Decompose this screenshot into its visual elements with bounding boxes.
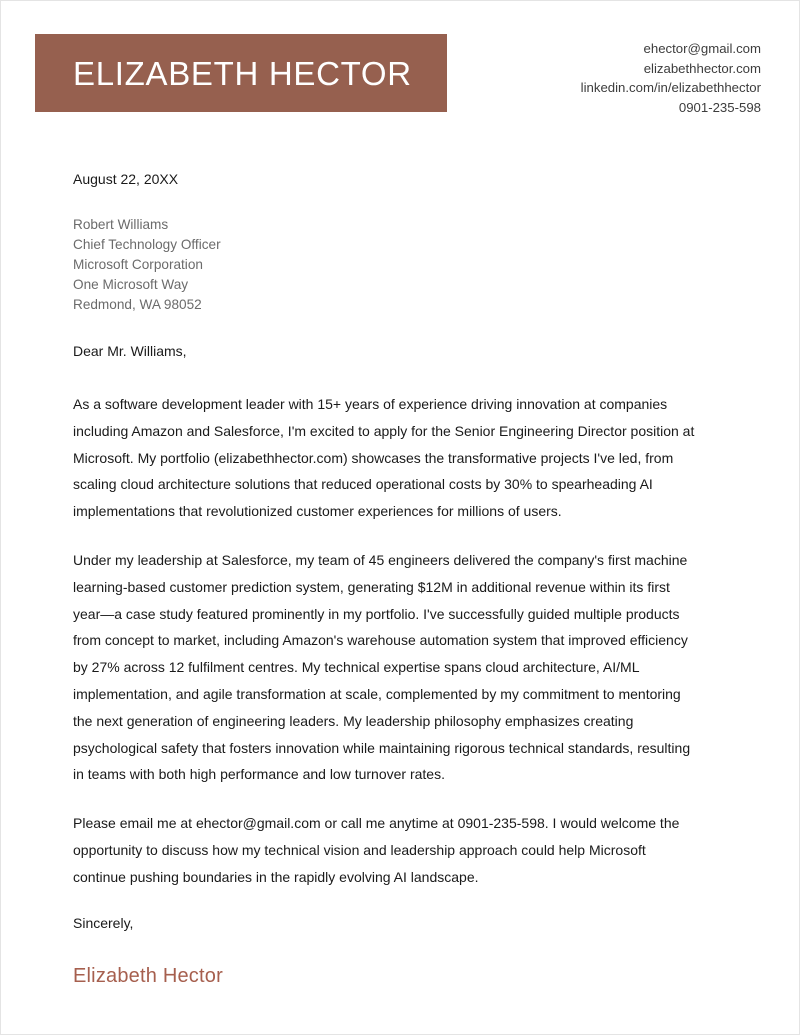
recipient-name: Robert Williams (73, 217, 169, 232)
letter-header (1, 34, 800, 115)
contact-phone[interactable]: 0901-235-598 (678, 99, 761, 115)
contact-email[interactable]: ehector@gmail.com (643, 41, 761, 56)
applicant-name: ELIZABETH HECTOR (73, 54, 412, 92)
contact-linkedin[interactable]: linkedin.com/in/elizabethhector (580, 80, 761, 95)
recipient-street: One Microsoft Way (73, 277, 189, 292)
name-banner (35, 34, 447, 112)
body-paragraph-2: Under my leadership at Salesforce, my team of 45 engineers delivered the company's first machine learning-based customer prediction system, generating $12M in additional revenue within its first year—a case study featured prominently in my portfolio. I've successfully guided multiple products from concept to market, including Amazon's warehouse automation system that improved efficiency by 27% across 12 fulfilment centres. My technical expertise spans cloud architecture, AI/ML implementation, and agile transformation at scale, complemented by my commitment to mentoring the next generation of engineering leaders. My leadership philosophy emphasizes creating psychological safety that fosters innovation while maintaining rigorous technical standards, resulting in teams with both high performance and low turnover rates. (73, 551, 691, 783)
body-paragraph-3: Please email me at ehector@gmail.com or call me anytime at 0901-235-598. I would welcome the opportunity to discuss how my technical vision and leadership approach could help Microsoft continue pushing boundaries in the rapidly evolving AI landscape. (73, 815, 680, 885)
recipient-address (73, 215, 699, 315)
closing-salutation: Sincerely, (73, 914, 134, 931)
letter-body (73, 169, 699, 989)
recipient-city-state-zip: Redmond, WA 98052 (73, 297, 202, 312)
signature-name: Elizabeth Hector (73, 964, 223, 987)
recipient-title: Chief Technology Officer (73, 237, 221, 252)
contact-website[interactable]: elizabethhector.com (643, 60, 761, 76)
salutation: Dear Mr. Williams, (73, 343, 187, 359)
contact-block (581, 39, 761, 117)
letter-date: August 22, 20XX (73, 171, 179, 187)
recipient-company: Microsoft Corporation (73, 257, 203, 272)
body-paragraph-1: As a software development leader with 15+ years of experience driving innovation at companies including Amazon and Salesforce, I'm excited to apply for the Senior Engineering Director position at Microsoft. My portfolio (elizabethhector.com) showcases the transformative projects I've led, from scaling cloud architecture solutions that reduced operational costs by 30% to spearheading AI implementations that revolutionized customer experiences for millions of users. (73, 396, 695, 520)
